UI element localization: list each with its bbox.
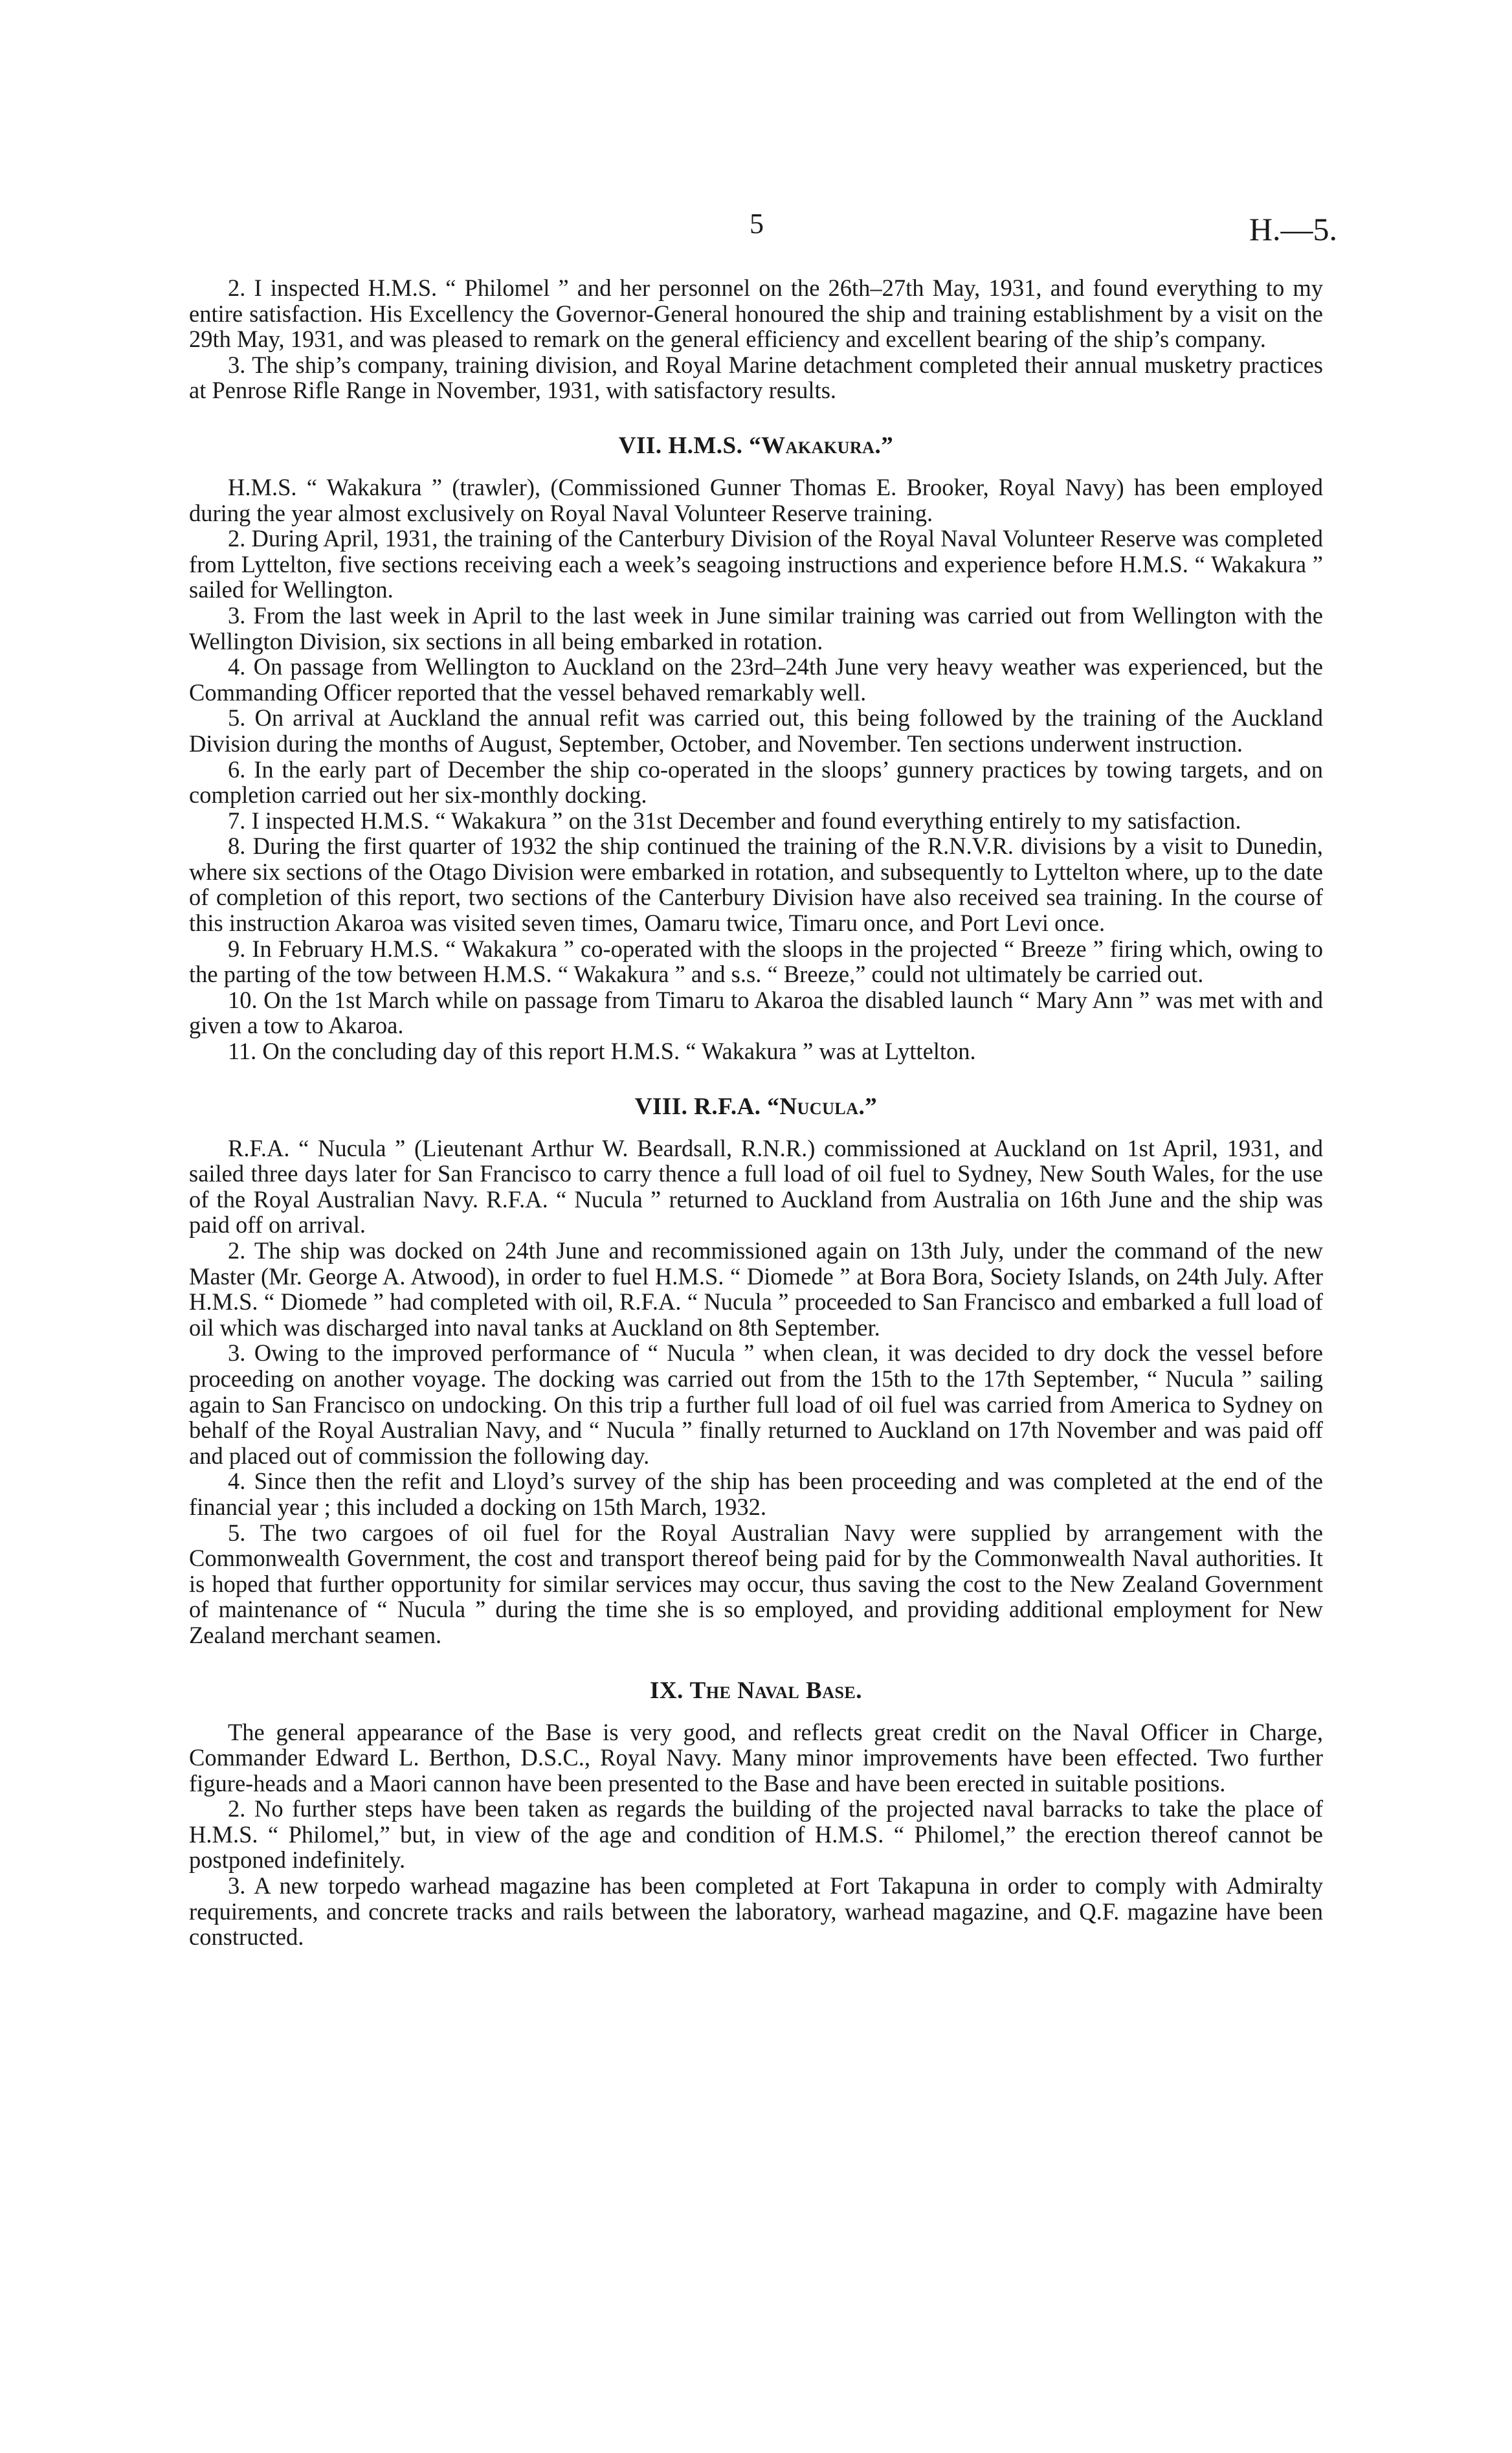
paragraph: 6. In the early part of December the ship co-operated in the sloops’ gunnery practices by towing targets, and on completion carried out her six-monthly docking.	[189, 756, 1323, 809]
paragraph: 9. In February H.M.S. “ Wakakura ” co-operated with the sloops in the projected “ Breeze ” firing which, owing to the parting of the tow between H.M.S. “ Wakakura ” and s.s. “ Breeze,” could not ultimately be carried out.	[189, 935, 1323, 988]
section-nucula	[189, 1093, 1323, 1648]
paragraph: 10. On the 1st March while on passage from Timaru to Akaroa the disabled launch “ Mary Ann ” was met with and given a tow to Akaroa.	[189, 986, 1323, 1039]
section-heading-nucula	[189, 1093, 1323, 1121]
paragraph: 5. The two cargoes of oil fuel for the Royal Australian Navy were supplied by arrangement with the Commonwealth Government, the cost and transport thereof being paid for by the Commonwealth Naval authorities. It is hoped that further opportunity for similar services may occur, thus saving the cost to the New Zealand Government of maintenance of “ Nucula ” during the time she is so employed, and providing additional employment for New Zealand merchant seamen.	[189, 1519, 1323, 1648]
paragraph: 11. On the concluding day of this report H.M.S. “ Wakakura ” was at Lyttelton.	[228, 1038, 976, 1065]
paragraph: The general appearance of the Base is very good, and reflects great credit on the Naval Officer in Charge, Commander Edward L. Berthon, D.S.C., Royal Navy. Many minor improvements have been effected. Two further figure-heads and a Maori cannon have been presented to the Base and have been erected in suitable positions.	[189, 1718, 1323, 1797]
section-naval-base	[189, 1677, 1323, 1950]
document-reference: H.—5.	[1249, 211, 1337, 247]
paragraph: 2. I inspected H.M.S. “ Philomel ” and her personnel on the 26th–27th May, 1931, and found everything to my entire satisfaction. His Excellency the Governor-General honoured the ship and training establishment by a visit on the 29th May, 1931, and was pleased to remark on the general efficiency and excellent bearing of the ship’s company.	[189, 274, 1323, 353]
section-heading-naval-base	[189, 1677, 1323, 1705]
section-heading-wakakura	[189, 432, 1323, 460]
section-wakakura	[189, 432, 1323, 1064]
philomel-continuation	[189, 275, 1323, 403]
paragraph: 2. During April, 1931, the training of the Canterbury Division of the Royal Naval Volunteer Reserve was completed from Lyttelton, five sections receiving each a week’s seagoing instructions and experience before H.M.S. “ Wakakura ” sailed for Wellington.	[189, 525, 1323, 603]
page-number: 5	[750, 208, 764, 240]
paragraph: 4. Since then the refit and Lloyd’s survey of the ship has been proceeding and was completed at the end of the financial year ; this included a docking on 15th March, 1932.	[189, 1468, 1323, 1520]
paragraph: 5. On arrival at Auckland the annual refit was carried out, this being followed by the training of the Auckland Division during the months of August, September, October, and November. Ten sections underwent instruction.	[189, 704, 1323, 757]
paragraph: 2. The ship was docked on 24th June and recommissioned again on 13th July, under the command of the new Master (Mr. George A. Atwood), in order to fuel H.M.S. “ Diomede ” at Bora Bora, Society Islands, on 24th July. After H.M.S. “ Diomede ” had completed with oil, R.F.A. “ Nucula ” proceeded to San Francisco and embarked a full load of oil which was discharged into naval tanks at Auckland on 8th September.	[189, 1237, 1323, 1341]
heading-suffix: .”	[874, 432, 894, 459]
paragraph: R.F.A. “ Nucula ” (Lieutenant Arthur W. Beardsall, R.N.R.) commissioned at Auckland on 1st April, 1931, and sailed three days later for San Francisco to carry thence a full load of oil fuel to Sydney, New South Wales, for the use of the Royal Australian Navy. R.F.A. “ Nucula ” returned to Auckland from Australia on 16th June and the ship was paid off on arrival.	[189, 1134, 1323, 1238]
paragraph: 3. The ship’s company, training division, and Royal Marine detachment completed their annual musketry practices at Penrose Rifle Range in November, 1931, with satisfactory results.	[189, 351, 1323, 404]
paragraph: 3. From the last week in April to the last week in June similar training was carried out from Wellington with the Wellington Division, six sections in all being embarked in rotation.	[189, 601, 1323, 655]
heading-suffix: .”	[858, 1093, 878, 1120]
heading-ship-name: Nucula	[779, 1093, 859, 1120]
heading-ship-name: Wakakura	[761, 432, 875, 459]
heading-suffix: .	[856, 1677, 863, 1704]
page-header	[0, 205, 1512, 247]
paragraph: 8. During the first quarter of 1932 the ship continued the training of the R.N.V.R. divisions by a visit to Dunedin, where six sections of the Otago Division were embarked in rotation, and subsequently to Lyttelton where, up to the date of completion of this report, two sections of the Canterbury Division have also received sea training. In the course of this instruction Akaroa was visited seven times, Oamaru twice, Timaru once, and Port Levi once.	[189, 833, 1323, 937]
heading-prefix: VIII. R.F.A. “	[634, 1093, 780, 1120]
paragraph: 3. Owing to the improved performance of “ Nucula ” when clean, it was decided to dry dock the vessel before proceeding on another voyage. The docking was carried out from the 15th to the 17th September, “ Nucula ” sailing again to San Francisco on undocking. On this trip a further full load of oil fuel was carried from America to Sydney on behalf of the Royal Australian Navy, and “ Nucula ” finally returned to Auckland on 17th November and was paid off and placed out of commission the following day.	[189, 1339, 1323, 1469]
heading-prefix: VII. H.M.S. “	[618, 432, 762, 459]
paragraph: 4. On passage from Wellington to Auckland on the 23rd–24th June very heavy weather was experienced, but the Commanding Officer reported that the vessel behaved remarkably well.	[189, 653, 1323, 706]
page-body	[189, 275, 1323, 1950]
paragraph: 2. No further steps have been taken as regards the building of the projected naval barracks to take the place of H.M.S. “ Philomel,” but, in view of the age and condition of H.M.S. “ Philomel,” the erection thereof cannot be postponed indefinitely.	[189, 1795, 1323, 1874]
heading-prefix: IX.	[649, 1677, 690, 1704]
paragraph: 7. I inspected H.M.S. “ Wakakura ” on the 31st December and found everything entirely to my satisfaction.	[228, 807, 1241, 834]
paragraph: 3. A new torpedo warhead magazine has been completed at Fort Takapuna in order to comply with Admiralty requirements, and concrete tracks and rails between the laboratory, warhead magazine, and Q.F. magazine have been constructed.	[189, 1872, 1323, 1951]
heading-title: The Naval Base	[689, 1677, 856, 1704]
paragraph: H.M.S. “ Wakakura ” (trawler), (Commissioned Gunner Thomas E. Brooker, Royal Navy) has been employed during the year almost exclusively on Royal Naval Volunteer Reserve training.	[189, 473, 1323, 526]
